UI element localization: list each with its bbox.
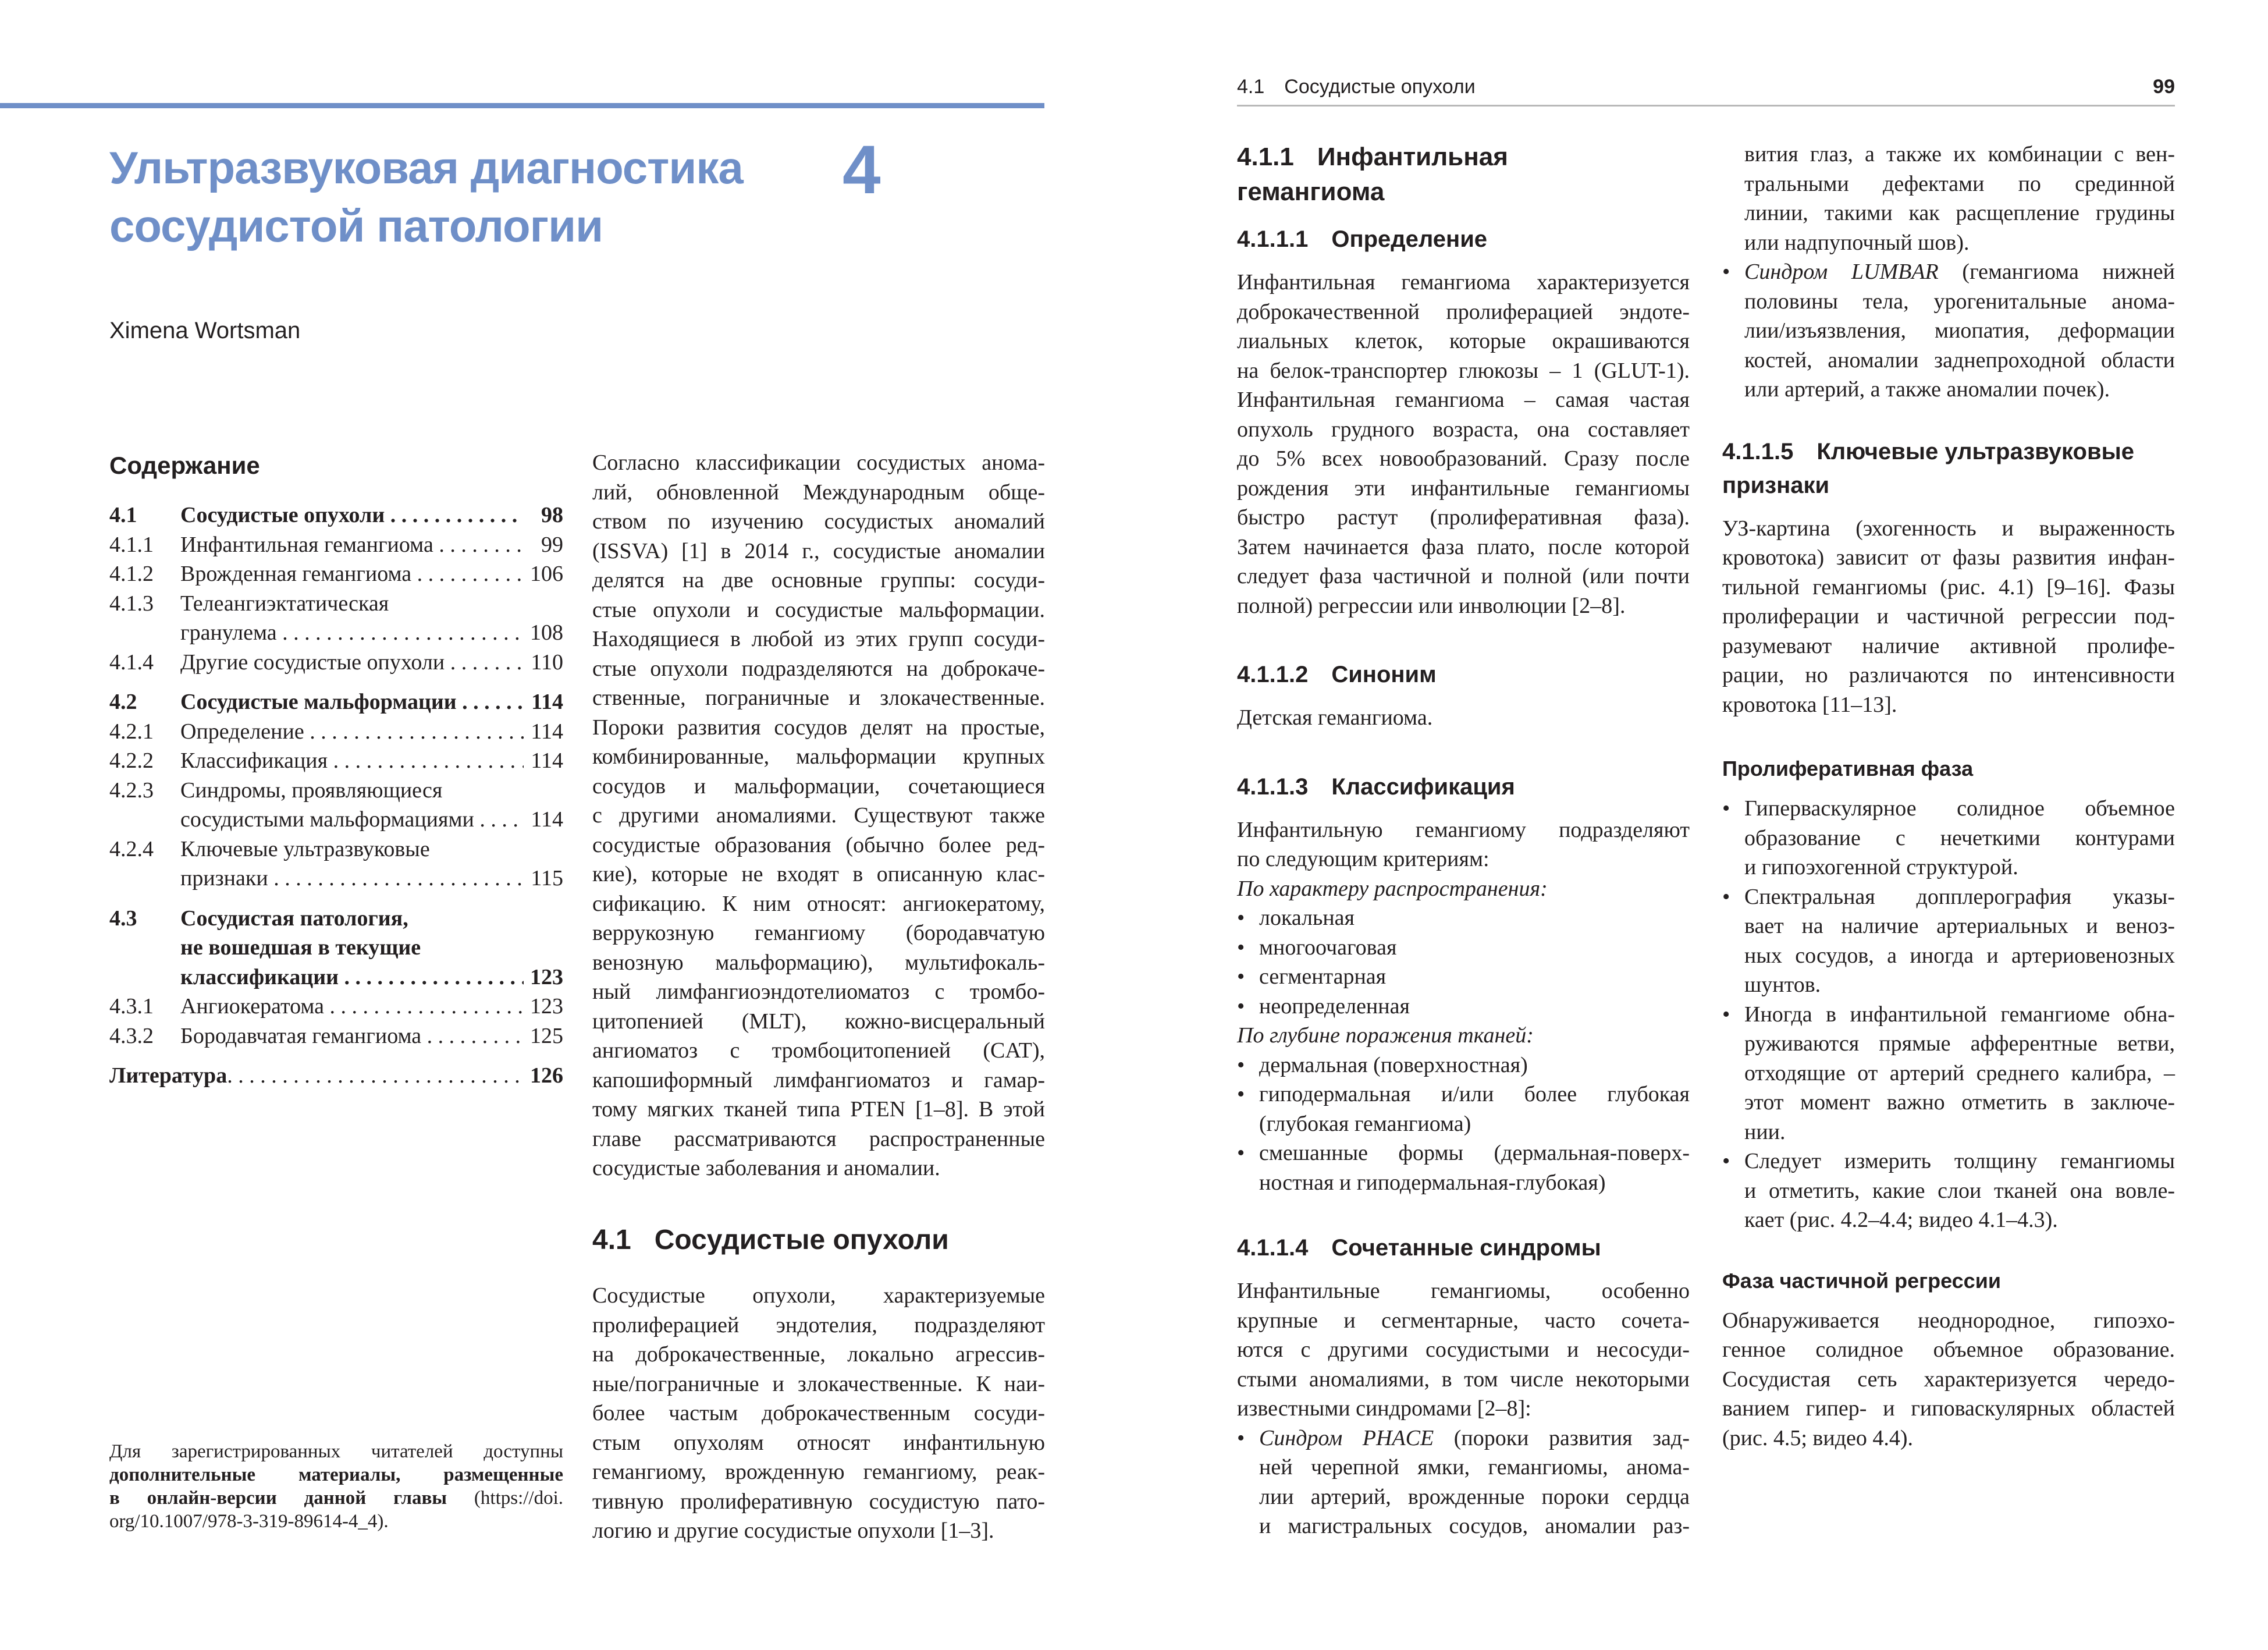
- regression-phase-heading: Фаза частичной регрессии: [1722, 1268, 2001, 1293]
- toc-entry-number: 4.2.2: [109, 748, 154, 773]
- heading-number: 4.1.1.3: [1237, 773, 1309, 800]
- phace-line: лии артерий, врожденные пороки сердца: [1259, 1484, 1690, 1509]
- list-item: • локальная: [1237, 903, 1690, 933]
- toc-entry-page: 115: [531, 866, 563, 890]
- section-line: пролиферацией эндотелия, подразделяют: [592, 1312, 1045, 1337]
- proliferative-phase-heading: Пролиферативная фаза: [1722, 757, 1974, 780]
- toc-entry-number: [109, 933, 180, 963]
- list-item: • многоочаговая: [1237, 933, 1690, 963]
- list-item: [1237, 1080, 1690, 1138]
- toc-entry-number: [109, 618, 180, 648]
- list-item-line: этот момент важно отметить в заключе-: [1744, 1090, 2175, 1115]
- toc-entry-title: классификации . . .: [180, 963, 524, 992]
- ultrasound-line: рации, но различаются по интенсивности: [1722, 663, 2175, 687]
- section-line: гемангиому, врожденную гемангиому, реак-: [592, 1460, 1045, 1484]
- toc-entry-title: [227, 1061, 524, 1091]
- lumbar-line: костей, аномалии заднепроходной области: [1744, 347, 2175, 372]
- heading-number: 4.1.1: [1237, 143, 1294, 171]
- heading-4-1-1-4: [1237, 1231, 1690, 1265]
- toc-entry-page: 125: [530, 1023, 563, 1048]
- intro-line: стые опухоли и сосудистые мальформации.: [592, 597, 1045, 622]
- proliferative-phase-list: [1722, 794, 2175, 1235]
- phace-line: тральными дефектами по срединной: [1744, 171, 2175, 196]
- section-title: Сосудистые опухоли: [654, 1225, 949, 1255]
- regression-line: Обнаруживается неоднородное, гипоэхо-: [1722, 1308, 2175, 1333]
- intro-line: делятся на две основные группы: сосуди-: [592, 568, 1045, 592]
- phace-line: или надпупочный шов).: [1744, 230, 1970, 255]
- heading-title: Инфантильная: [1317, 143, 1508, 171]
- list-item-line: • Спектральная допплерография указы-: [1744, 884, 2175, 909]
- heading-number: 4.1.1.5: [1722, 438, 1794, 464]
- syndrome-lumbar: [1722, 257, 2175, 404]
- toc-entry[interactable]: [109, 933, 563, 963]
- list-item-line: • Иногда в инфантильной гемангиоме обна-: [1744, 1002, 2175, 1027]
- toc-entry-number: 4.2.3: [109, 778, 154, 803]
- lumbar-line: или артерий, а также аномалии почек).: [1744, 377, 2110, 402]
- list-item-line: ностная и гиподермальная-глубокая): [1259, 1170, 1606, 1195]
- toc-entry-page: 126: [530, 1063, 563, 1088]
- toc-entry-number: 4.2.4: [109, 836, 154, 861]
- section-4-1-paragraph: [592, 1281, 1045, 1546]
- toc-entry[interactable]: [109, 864, 563, 893]
- list-item-line: (глубокая гемангиома): [1259, 1111, 1471, 1136]
- intro-line: комбинированные, мальформации крупных: [592, 744, 1045, 769]
- definition-line: Затем начинается фаза плато, после которой: [1237, 534, 1690, 559]
- classification-intro: [1237, 815, 1690, 874]
- toc-entry-number: 4.3.2: [109, 1023, 154, 1048]
- toc-entry-page: 123: [530, 964, 563, 989]
- syndrome-list: [1237, 1424, 1690, 1541]
- running-head: [1237, 72, 1476, 101]
- toc-entry[interactable]: [109, 501, 563, 530]
- toc-entry[interactable]: [109, 559, 563, 589]
- phace-continuation: [1722, 140, 2175, 257]
- list-item-line: и гипоэхогенной структурой.: [1744, 855, 2018, 879]
- ultrasound-line: кровотока) зависит от фазы развития инфан-: [1722, 545, 2175, 570]
- section-4-1-heading: [592, 1222, 1045, 1258]
- toc-entry-page: 106: [530, 562, 563, 586]
- toc-entry-number: Литература: [109, 1063, 227, 1088]
- list-item-line: отходящие от артерий среднего калибра, –: [1744, 1060, 2175, 1085]
- syndromes-line: стыми аномалиями, в том числе некоторыми: [1237, 1367, 1690, 1392]
- phace-line: линии, такими как расщепление грудины: [1744, 201, 2175, 225]
- list-item: [1722, 1000, 2175, 1147]
- toc-entry-page: 110: [531, 650, 563, 675]
- depth-list: [1237, 1051, 1690, 1198]
- list-item-line: • Следует измерить толщину гемангиомы: [1744, 1149, 2175, 1173]
- spread-list: [1237, 903, 1690, 1021]
- list-item-line: нии.: [1744, 1119, 1786, 1144]
- ultrasound-line: УЗ-картина (эхогенность и выраженность: [1722, 516, 2175, 541]
- section-line: на доброкачественные, локально агрессив-: [592, 1342, 1045, 1367]
- chapter-author: Ximena Wortsman: [109, 318, 301, 343]
- toc-entry-title: Сосудистые мальформации . . .: [180, 687, 524, 717]
- lumbar-line: лии/изъязвления, миопатия, деформации: [1744, 318, 2175, 343]
- intro-line: ственные, пограничные и злокачественные.: [592, 686, 1045, 710]
- toc-entry-title: Определение . . .: [180, 717, 524, 747]
- right-column-1: [1237, 140, 1690, 1541]
- intro-line: сификацию. К ним относят: ангиокератому,: [592, 891, 1045, 916]
- toc-entry-title: Бородавчатая гемангиома . . .: [180, 1021, 524, 1051]
- heading-4-1-1-2: [1237, 658, 1690, 691]
- footnote-bold: дополнительные материалы, размещенные: [109, 1464, 563, 1485]
- list-item-line: • дермальная (поверхностная): [1259, 1052, 1528, 1077]
- toc-entry-page: 114: [531, 748, 563, 773]
- definition-line: полной) регрессии или инволюции [2–8].: [1237, 593, 1626, 618]
- intro-line: веррукозную гемангиому (бородавчатую: [592, 921, 1045, 945]
- syndromes-line: известными синдромами [2–8]:: [1237, 1396, 1531, 1421]
- list-item: [1237, 1138, 1690, 1197]
- list-item-line: • Гиперваскулярное солидное объемное: [1744, 796, 2175, 821]
- toc-entry-title: сосудистыми мальформациями . . .: [180, 805, 524, 835]
- syndromes-line: ются с другими сосудистыми и несосуди-: [1237, 1337, 1690, 1362]
- heading-4-1-1-5: [1722, 435, 2175, 502]
- section-line: логию и другие сосудистые опухоли [1–3].: [592, 1518, 994, 1543]
- toc-entry[interactable]: [109, 530, 563, 560]
- section-number: 4.1: [592, 1225, 631, 1255]
- toc-entry-title: Сосудистые опухоли . . .: [180, 501, 524, 530]
- toc-entry-number: 4.2.1: [109, 719, 154, 744]
- toc-entry-number: 4.1.3: [109, 591, 154, 616]
- list-item-line: кает (рис. 4.2–4.4; видео 4.1–4.3).: [1744, 1208, 2058, 1232]
- toc-entry-page: 98: [541, 503, 563, 527]
- running-head-title: Сосудистые опухоли: [1284, 76, 1476, 98]
- toc-entry-title: Ангиокератома . . .: [180, 992, 524, 1021]
- list-item-line: вает на наличие артериальных и веноз-: [1744, 914, 2175, 938]
- toc-entry[interactable]: [109, 835, 563, 864]
- list-item: [1237, 1051, 1690, 1080]
- section-line: стым опухолям относят инфантильную: [592, 1430, 1045, 1455]
- list-item-line: шунтов.: [1744, 973, 1821, 997]
- intro-line: Пороки развития сосудов делят на простые,: [592, 715, 1045, 740]
- toc-entry[interactable]: [109, 1061, 563, 1091]
- heading-4-1-1: [1237, 140, 1690, 210]
- toc-entry[interactable]: [109, 963, 563, 992]
- intro-line: Согласно классификации сосудистых анома-: [592, 450, 1045, 475]
- intro-line: стые опухоли подразделяются на доброкаче-: [592, 656, 1045, 681]
- definition-line: рождения эти инфантильные гемангиомы: [1237, 476, 1690, 501]
- chapter-top-rule: [0, 103, 1044, 108]
- list-item-line: и отметить, какие слои тканей она вовле-: [1744, 1178, 2175, 1203]
- toc-entry[interactable]: [109, 746, 563, 776]
- phace-line: ней черепной ямки, гемангиомы, анома-: [1259, 1455, 1690, 1479]
- heading-title: гемангиома: [1237, 178, 1385, 206]
- heading-number: 4.1.1.1: [1237, 226, 1309, 252]
- heading-number: 4.1.1.2: [1237, 662, 1309, 687]
- toc-entry[interactable]: [109, 648, 563, 677]
- syndrome-name: Синдром LUMBAR: [1744, 260, 1939, 284]
- definition-line: до 5% всех новообразований. Сразу после: [1237, 446, 1690, 471]
- toc-entry-title: не вошедшая в текущие: [180, 935, 421, 960]
- intro-line: сосудов и мальформации, сочетающиеся: [592, 773, 1045, 799]
- running-head-rule: [1237, 105, 2175, 107]
- toc-entry-page: 114: [531, 690, 563, 714]
- footnote-link[interactable]: org/10.1007/978-3-319-89614-4_4).: [109, 1511, 389, 1532]
- heading-title: Определение: [1331, 226, 1488, 252]
- section-line: ные/пограничные и злокачественные. К наи-: [592, 1371, 1045, 1396]
- chapter-title-line-1: Ультразвуковая диагностика: [109, 142, 743, 193]
- definition-line: на белок-транспортер глюкозы – 1 (GLUT-1).: [1237, 358, 1690, 383]
- heading-4-1-1-3: [1237, 770, 1690, 804]
- list-item: • сегментарная: [1237, 962, 1690, 992]
- toc-entry-number: [109, 963, 180, 992]
- syndrome-text: (гемангиома нижней: [1938, 260, 2175, 284]
- chapter-number: 4: [842, 132, 881, 208]
- right-column-2: [1722, 140, 2175, 1453]
- toc-entry-title: Телеангиэктатическая: [180, 591, 389, 616]
- toc-entry-title: Инфантильная гемангиома . . .: [180, 530, 524, 560]
- intro-line: кие), которые не входят в описанную клас-: [592, 862, 1045, 886]
- definition-line: следует фаза частичной и полной (или почти: [1237, 564, 1690, 588]
- spread-label: По характеру распространения:: [1237, 876, 1548, 901]
- depth-label: По глубине поражения тканей:: [1237, 1023, 1534, 1048]
- table-of-contents: [109, 501, 563, 1091]
- intro-line: главе рассматриваются распространенные: [592, 1126, 1045, 1151]
- heading-title: Ключевые ультразвуковые: [1816, 438, 2134, 464]
- footnote-link[interactable]: (https://doi.: [447, 1488, 564, 1509]
- heading-title: Классификация: [1331, 773, 1515, 800]
- chapter-title-line-2: сосудистой патологии: [109, 200, 603, 251]
- page-number: 99: [2153, 76, 2175, 98]
- regression-line: (рис. 4.5; видео 4.4).: [1722, 1425, 1914, 1450]
- footnote-bold: в онлайн-версии данной главы: [109, 1488, 447, 1509]
- classification-line: по следующим критериям:: [1237, 847, 1490, 871]
- lumbar-line: половины тела, урогенитальные анома-: [1744, 289, 2175, 314]
- intro-line: Находящиеся в любой из этих групп сосуди-: [592, 627, 1045, 651]
- regression-line: генное солидное объемное образование.: [1722, 1337, 2175, 1362]
- toc-entry-number: [109, 864, 180, 893]
- toc-entry[interactable]: [109, 618, 563, 648]
- intro-line: капошиформный лимфангиоматоз и гамар-: [592, 1067, 1045, 1092]
- intro-line: лий, обновленной Международным обще-: [592, 480, 1045, 505]
- intro-line: ангиоматоз с тромбоцитопенией (CAT),: [592, 1038, 1045, 1063]
- list-item-line: • гиподермальная и/или более глубокая: [1259, 1082, 1690, 1106]
- list-item-line: руживаются прямые афферентные ветви,: [1744, 1031, 2175, 1056]
- ultrasound-line: тильной гемангиомы (рис. 4.1) [9–16]. Фазы: [1722, 574, 2175, 599]
- syndrome-phace: [1237, 1424, 1690, 1541]
- definition-line: быстро растут (пролиферативная фаза).: [1237, 505, 1690, 530]
- syndrome-name: Синдром PHACE: [1259, 1425, 1434, 1450]
- phace-line: и магистральных сосудов, аномалии раз-: [1259, 1514, 1690, 1538]
- toc-entry[interactable]: [109, 717, 563, 747]
- heading-title: признаки: [1722, 472, 1830, 498]
- phace-line: вития глаз, а также их комбинации с вен-: [1744, 142, 2175, 166]
- toc-entry[interactable]: [109, 992, 563, 1021]
- intro-line: сосудистые образования (обычно более ред-: [592, 832, 1045, 857]
- toc-entry-page: 108: [530, 620, 563, 645]
- definition-line: лиальных клеток, которые окрашиваются: [1237, 329, 1690, 353]
- toc-entry-number: 4.1.2: [109, 562, 154, 586]
- section-line: более частым доброкачественным сосуди-: [592, 1401, 1045, 1425]
- intro-line: цитопенией (MLT), кожно-висцеральный: [592, 1009, 1045, 1034]
- list-item: [1722, 882, 2175, 1000]
- toc-entry-page: 123: [530, 994, 563, 1019]
- toc-entry-title: Другие сосудистые опухоли . . .: [180, 648, 524, 677]
- toc-entry-number: 4.3.1: [109, 994, 154, 1019]
- toc-entry[interactable]: [109, 1021, 563, 1051]
- intro-line: ный лимфангиоэндотелиоматоз с тромбо-: [592, 980, 1045, 1004]
- ultrasound-paragraph: [1722, 514, 2175, 720]
- heading-title: Сочетанные синдромы: [1331, 1235, 1601, 1261]
- section-line: Сосудистые опухоли, характеризуемые: [592, 1283, 1045, 1308]
- toc-entry-number: 4.1: [109, 503, 137, 527]
- toc-entry-title: Ключевые ультразвуковые: [180, 836, 430, 861]
- chapter-title: [109, 139, 808, 255]
- ultrasound-line: кровотока [11–13].: [1722, 692, 1897, 717]
- toc-entry[interactable]: [109, 805, 563, 835]
- syndromes-line: крупные и сегментарные, часто сочета-: [1237, 1308, 1690, 1333]
- intro-line: сосудистые заболевания и аномалии.: [592, 1156, 940, 1180]
- definition-line: опухоль грудного возраста, она составляет: [1237, 417, 1690, 442]
- intro-line: (ISSVA) [1] в 2014 г., сосудистые аномалии: [592, 538, 1045, 563]
- toc-entry-number: 4.2: [109, 690, 137, 714]
- heading-4-1-1-1: [1237, 222, 1690, 256]
- list-item: [1722, 1147, 2175, 1235]
- syndromes-paragraph: [1237, 1276, 1690, 1424]
- section-line: тивную пролиферативную сосудистую пато-: [592, 1489, 1045, 1514]
- toc-entry[interactable]: [109, 687, 563, 717]
- list-item-line: образование с нечеткими контурами: [1744, 825, 2175, 850]
- ultrasound-line: пролиферации и частичной регрессии под-: [1722, 604, 2175, 629]
- toc-entry-title: гранулема . . .: [180, 618, 524, 648]
- toc-entry[interactable]: [109, 904, 563, 934]
- list-item-line: ных сосудов, а иногда и артериовенозных: [1744, 943, 2175, 968]
- heading-title: Синоним: [1331, 662, 1437, 687]
- list-item-line: • смешанные формы (дермальная-поверх-: [1259, 1141, 1690, 1165]
- running-head-number: 4.1: [1237, 76, 1265, 98]
- supplementary-footnote: [109, 1440, 563, 1533]
- regression-phase-paragraph: [1722, 1306, 2175, 1453]
- synonym-text: Детская гемангиома.: [1237, 705, 1433, 730]
- definition-line: доброкачественной пролиферацией эндоте-: [1237, 299, 1690, 324]
- toc-entry[interactable]: [109, 776, 563, 806]
- toc-entry-title: признаки . . .: [180, 864, 524, 893]
- toc-entry-title: Сосудистая патология,: [180, 906, 408, 931]
- regression-line: Сосудистая сеть характеризуется чередо-: [1722, 1367, 2175, 1392]
- list-item: [1722, 794, 2175, 882]
- toc-entry-page: 114: [531, 807, 563, 832]
- intro-line: ством по изучению сосудистых аномалий: [592, 509, 1045, 534]
- syndrome-list-cont: [1722, 257, 2175, 404]
- classification-line: Инфантильную гемангиому подразделяют: [1237, 817, 1690, 842]
- definition-line: Инфантильная гемангиома – самая частая: [1237, 388, 1690, 412]
- syndrome-text: (пороки развития зад-: [1434, 1425, 1690, 1450]
- intro-line: с другими аномалиями. Существуют также: [592, 803, 1045, 828]
- toc-entry-page: 99: [541, 532, 563, 557]
- toc-heading: Содержание: [109, 452, 260, 479]
- toc-entry-title: Классификация . . .: [180, 746, 524, 776]
- intro-paragraph: [592, 448, 1045, 1183]
- toc-entry-number: 4.3: [109, 906, 137, 931]
- footnote-line: Для зарегистрированных читателей доступны: [109, 1441, 563, 1462]
- list-item: • неопределенная: [1237, 992, 1690, 1021]
- toc-entry-number: 4.1.1: [109, 532, 154, 557]
- toc-entry-page: 114: [531, 719, 563, 744]
- intro-line: венозную мальформацию), мультифокаль-: [592, 950, 1045, 975]
- toc-entry-title: Синдромы, проявляющиеся: [180, 778, 443, 803]
- intro-line: тому мягких тканей типа PTEN [1–8]. В этой: [592, 1097, 1045, 1122]
- toc-entry[interactable]: [109, 589, 563, 619]
- regression-line: ванием гипер- и гиповаскулярных областей: [1722, 1396, 2175, 1421]
- toc-entry-number: 4.1.4: [109, 650, 154, 675]
- toc-entry-number: [109, 805, 180, 835]
- heading-number: 4.1.1.4: [1237, 1235, 1309, 1261]
- syndromes-line: Инфантильные гемангиомы, особенно: [1237, 1279, 1690, 1303]
- definition-line: Инфантильная гемангиома характеризуется: [1237, 270, 1690, 294]
- definition-paragraph: [1237, 268, 1690, 620]
- ultrasound-line: разумевают наличие активной пролифе-: [1722, 633, 2175, 658]
- toc-entry-title: Врожденная гемангиома . . .: [180, 559, 524, 589]
